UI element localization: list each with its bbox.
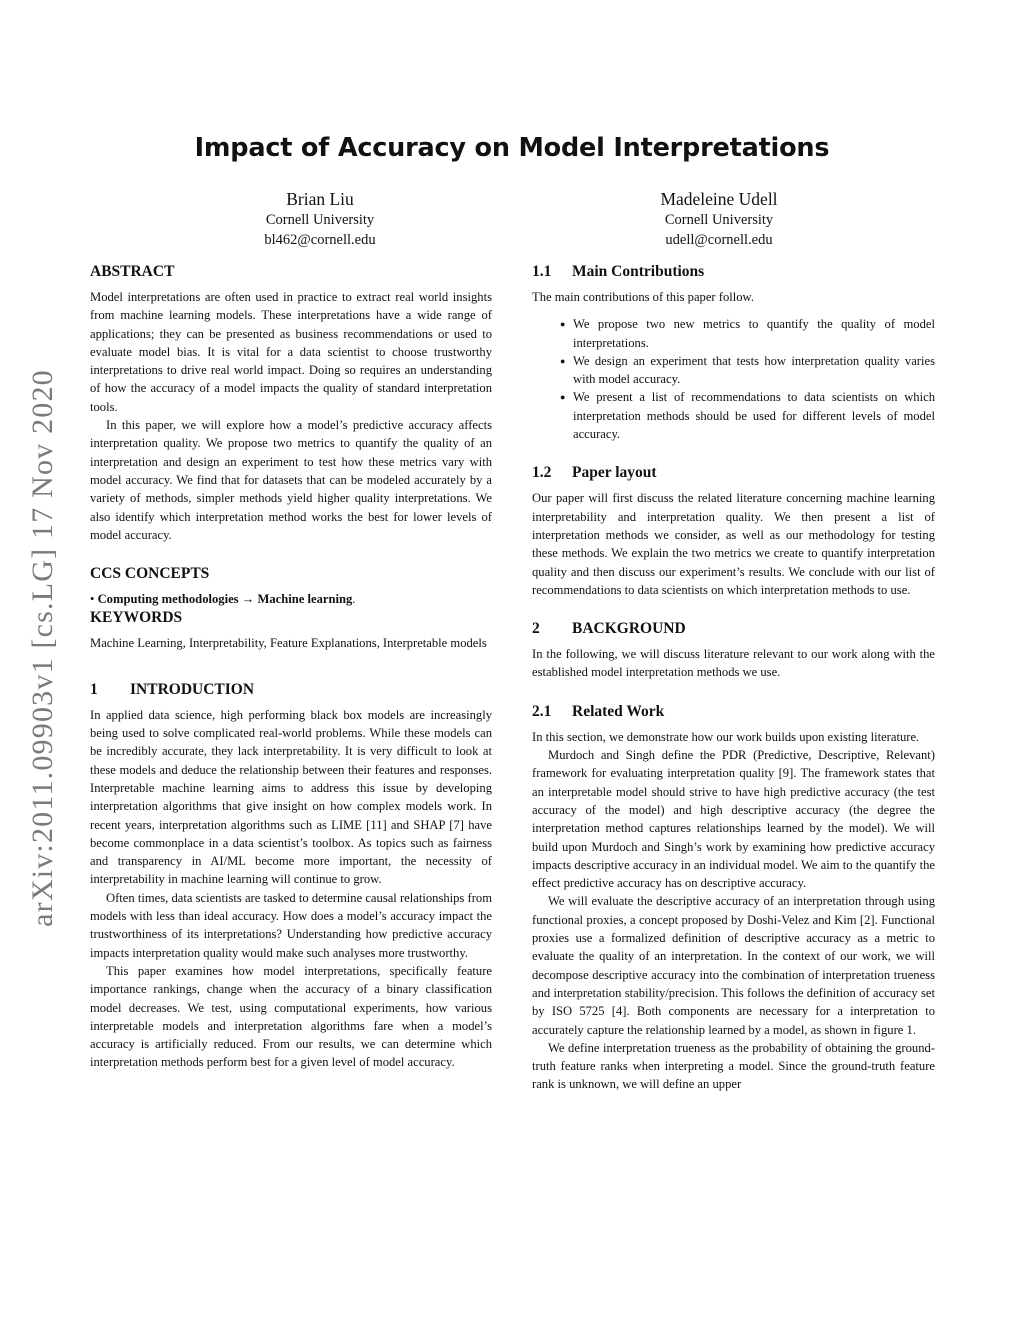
keywords-text: Machine Learning, Interpretability, Feature Explanations, Interpretable models xyxy=(90,636,487,651)
section-number: 1 xyxy=(90,680,98,698)
author-name: Madeleine Udell xyxy=(660,189,778,209)
related-work-heading xyxy=(532,702,935,722)
section-number: 1.2 xyxy=(532,464,552,482)
paper-layout-heading xyxy=(532,463,935,483)
author-name: Brian Liu xyxy=(286,189,354,209)
abstract-paragraph: In this paper, we will explore how a model’s predictive accuracy affects interpretation quality. We propose two metrics to quantify the quality of an interpretation and design an experiment to test how these metrics vary with model accuracy. We find that for datasets that can be modeled accurately by a variety of methods, simpler methods yield higher quality interpretations. We also identify which interpretation method works the best for lower levels of model accuracy. xyxy=(90,418,492,542)
background-heading xyxy=(532,619,935,639)
right-column xyxy=(532,262,935,1094)
ccs-term: Computing methodologies xyxy=(97,592,239,607)
list-item: ● We design an experiment that tests how interpretation quality varies with model accuracy. xyxy=(573,352,935,389)
author-block-1 xyxy=(170,188,470,250)
list-item: ● We present a list of recommendations to data scientists on which interpretation methods should be used for different levels of model accuracy. xyxy=(573,388,935,443)
author-affiliation: Cornell University xyxy=(664,212,774,228)
keywords-heading: KEYWORDS xyxy=(90,609,183,627)
section-title: Paper layout xyxy=(572,464,657,482)
list-item: ● We propose two new metrics to quantify the quality of model interpretations. xyxy=(573,315,935,352)
ccs-arrow: → xyxy=(241,592,255,607)
section-number: 2 xyxy=(532,620,540,638)
section-title: Main Contributions xyxy=(572,263,705,280)
abstract-heading: ABSTRACT xyxy=(90,263,175,280)
contributions-lead: The main contributions of this paper follow. xyxy=(532,290,754,304)
intro-paragraph: Often times, data scientists are tasked to determine causal relationships from models with less than ideal accuracy. How does a model’s accuracy impact the trustworthiness of its interpretations? Understanding how predictive accuracy impacts interpretation quality would make such analyses more trustworthy. xyxy=(90,890,492,960)
main-contributions-heading xyxy=(532,262,935,282)
abstract-paragraph: Model interpretations are often used in practice to extract real world insights from machine learning models. These interpretations have a wide range of applications; they can be presented as business recommendations or used to evaluate model bias. It is vital for a data scientist to choose trustworthy interpretations to drive real world impact. Doing so requires an understanding of how the accuracy of a model impacts the quality of standard interpretation tools. xyxy=(90,290,492,414)
ccs-period: . xyxy=(352,592,356,607)
author-affiliation: Cornell University xyxy=(265,212,375,228)
layout-paragraph: Our paper will first discuss the related literature concerning machine learning interpretability and interpretation quality. We then present a list of interpretation methods we consider, as well as our methodology for testing these methods. We explain the two metrics we create to quantify interpretation quality and then discuss our experiment’s results. We conclude with our list of recommendations to data scientists on which interpretation methods to use. xyxy=(532,491,935,597)
related-paragraph: We define interpretation trueness as the probability of obtaining the ground-truth feature ranks when interpreting a model. Since the ground-truth feature rank is unknown, we will define an upper xyxy=(532,1040,935,1092)
arxiv-identifier xyxy=(18,350,68,945)
background-paragraph: In the following, we will discuss literature relevant to our work along with the established model interpretation methods we use. xyxy=(532,647,935,680)
section-title: INTRODUCTION xyxy=(130,680,255,698)
author-email: udell@cornell.edu xyxy=(665,232,773,248)
intro-paragraph: This paper examines how model interpretations, specifically feature importance rankings, change when the accuracy of a binary classification model decreases. We test, using computational experiments, how various interpretable models and interpretation algorithms fare when a model’s accuracy is artificially reduced. From our results, we can determine which interpretation methods perform best for a given level of model accuracy. xyxy=(90,963,492,1070)
contributions-list xyxy=(532,315,935,443)
section-number: 1.1 xyxy=(532,263,552,280)
author-block-2 xyxy=(569,188,869,250)
introduction-heading xyxy=(90,680,492,700)
ccs-bullet: • xyxy=(90,592,95,607)
author-email: bl462@cornell.edu xyxy=(264,232,376,248)
related-paragraph: Murdoch and Singh define the PDR (Predictive, Descriptive, Relevant) framework for evaluating interpretation quality [9]. The framework states that an interpretable model should strive to have high predictive accuracy (the test accuracy of the model) and high descriptive accuracy (the degree the interpretation method captures relationships learned by the model). We will build upon Murdoch and Singh’s work by examining how predictive accuracy impacts descriptive accuracy in an individual model. We aim to the quantify the effect predictive accuracy has on descriptive accuracy. xyxy=(532,748,935,891)
intro-paragraph: In applied data science, high performing black box models are increasingly being used to solve complicated real-world problems. While these models can be incredibly accurate, they lack interpretability. It is very difficult to look at these models and deduce the relationship between their features and responses. Interpretable machine learning aims to address this issue by developing interpretation algorithms that give insight on how complex models work. In recent years, interpretation algorithms such as LIME [11] and SHAP [7] have become commonplace in a data scientist’s toolbox. As topics such as fairness and transparency in AI/ML become more important, the necessity of interpretability in machine learning will continue to grow. xyxy=(90,707,492,887)
related-paragraph: In this section, we demonstrate how our work builds upon existing literature. xyxy=(532,729,920,744)
paper-title: Impact of Accuracy on Model Interpretations xyxy=(194,133,830,163)
left-column xyxy=(90,262,492,1072)
ccs-heading: CCS CONCEPTS xyxy=(90,565,210,583)
ccs-subterm: Machine learning xyxy=(257,592,353,607)
section-title: BACKGROUND xyxy=(572,620,686,638)
related-paragraph: We will evaluate the descriptive accuracy of an interpretation through using functional proxies, a concept proposed by Doshi-Velez and Kim [2]. Functional proxies use a formalized definition of descriptive accuracy as a metric to evaluate the quality of an interpretation. In the context of our work, we will decompose descriptive accuracy into the combination of interpretation trueness and interpretation stability/precision. This follows the definition of accuracy set by ISO 5725 [4]. Both components are necessary for a interpretation to accurately capture the relationship learned by a model, as shown in figure 1. xyxy=(532,894,935,1037)
arxiv-id-text: arXiv:2011.09903v1 [cs.LG] 17 Nov 2020 xyxy=(26,368,59,927)
section-title: Related Work xyxy=(572,702,665,720)
ccs-concepts xyxy=(90,590,492,608)
section-number: 2.1 xyxy=(532,702,552,720)
